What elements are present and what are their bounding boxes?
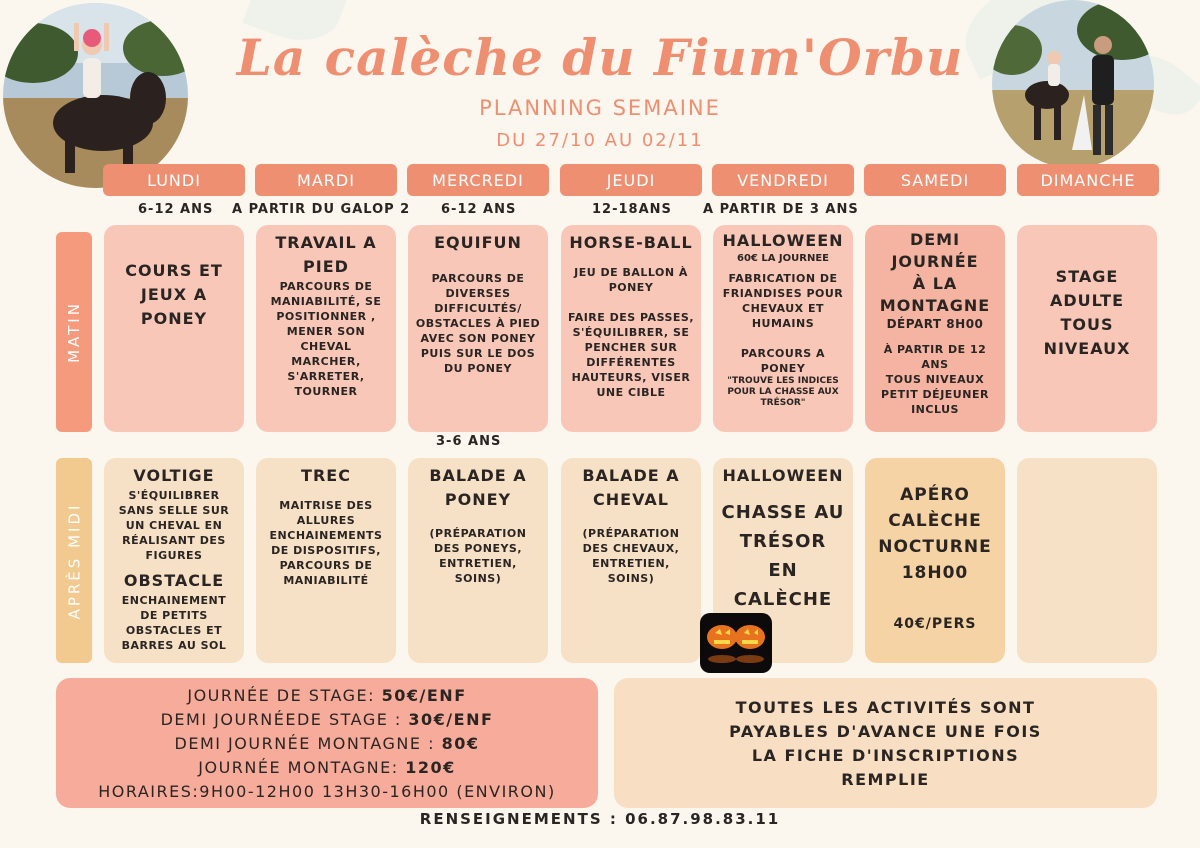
activity-title: STAGE ADULTE TOUS NIVEAUX xyxy=(1043,267,1131,358)
morning-label: MATIN xyxy=(65,301,84,363)
activity-title: DEMI JOURNÉE À LA MONTAGNE xyxy=(879,230,991,315)
day-header-jeudi: JEUDI xyxy=(560,164,702,196)
activity-title: APÉRO CALÈCHE NOCTURNE 18H00 xyxy=(878,485,992,583)
activity-title: HORSE-BALL xyxy=(569,233,693,252)
period-label-morning xyxy=(56,232,92,432)
pricing-box xyxy=(56,678,598,808)
activity-thursday-morning xyxy=(561,225,701,432)
activity-wednesday-afternoon xyxy=(408,458,548,663)
activity-description: JEU DE BALLON À PONEY FAIRE DES PASSES, S'ÉQUILIBRER, SE PENCHER SUR DIFFÉRENTES HAUTEURS, VISER UNE CIBLE xyxy=(567,266,695,399)
activity-description: PARCOURS DE MANIABILITÉ, SE POSITIONNER , MENER SON CHEVAL MARCHER, S'ARRETER, TOURNER xyxy=(270,280,382,398)
activity-description: S'ÉQUILIBRER SANS SELLE SUR UN CHEVAL EN RÉALISANT DES FIGURES xyxy=(118,489,230,562)
activity-tuesday-afternoon xyxy=(256,458,396,663)
activity-title: BALADE A PONEY xyxy=(429,466,527,509)
activity-title: VOLTIGE xyxy=(133,466,215,485)
page-title: La calèche du Fium'Orbu xyxy=(236,28,964,87)
contact-info: RENSEIGNEMENTS : 06.87.98.83.11 xyxy=(419,810,781,828)
payment-notice-text: TOUTES LES ACTIVITÉS SONT PAYABLES D'AVANCE UNE FOIS LA FICHE D'INSCRIPTIONS REMPLIE xyxy=(729,698,1042,789)
activity-title: BALADE A CHEVAL xyxy=(582,466,680,509)
activity-title-2: OBSTACLE xyxy=(123,571,225,590)
activity-description: PARCOURS DE DIVERSES DIFFICULTÉS/ OBSTACLES À PIED AVEC SON PONEY PUIS SUR LE DOS DU PONEY xyxy=(415,272,541,375)
activity-title: HALLOWEEN xyxy=(722,231,844,250)
activity-monday-afternoon xyxy=(104,458,244,663)
day-header-samedi: SAMEDI xyxy=(864,164,1006,196)
age-jeudi: 12-18ANS xyxy=(592,202,672,217)
day-header-mardi: MARDI xyxy=(255,164,397,196)
activity-description: CHASSE AU TRÉSOR EN CALÈCHE xyxy=(721,502,845,610)
afternoon-label: APRÈS MIDI xyxy=(65,502,83,619)
activity-description: (PRÉPARATION DES CHEVAUX, ENTRETIEN, SOINS) xyxy=(582,527,680,585)
activity-tuesday-morning xyxy=(256,225,396,432)
activity-description: À PARTIR DE 12 ANS TOUS NIVEAUX PETIT DÉJEUNER INCLUS xyxy=(881,343,989,416)
pumpkin-halloween-image xyxy=(700,613,772,673)
activity-description-2: ENCHAINEMENT DE PETITS OBSTACLES ET BARRES AU SOL xyxy=(121,594,227,652)
activity-departure: DÉPART 8H00 xyxy=(886,317,984,331)
activity-wednesday-morning xyxy=(408,225,548,432)
payment-notice-box xyxy=(614,678,1157,808)
pricing-line-half-day-mountain: DEMI JOURNÉE MONTAGNE : 80€ xyxy=(174,734,480,753)
activity-saturday-afternoon xyxy=(865,458,1005,663)
activity-title: TREC xyxy=(301,466,351,485)
activity-monday-morning xyxy=(104,225,244,432)
day-header-mercredi: MERCREDI xyxy=(407,164,549,196)
pricing-line-half-day: DEMI JOURNÉEDE STAGE : 30€/ENF xyxy=(160,710,494,729)
activity-description: FABRICATION DE FRIANDISES POUR CHEVAUX ET HUMAINS PARCOURS A PONEY xyxy=(722,272,844,375)
activity-thursday-afternoon xyxy=(561,458,701,663)
afternoon-age-wednesday: 3-6 ANS xyxy=(436,434,502,449)
activity-price: 60€ LA JOURNEE xyxy=(736,253,830,264)
activity-title: HALLOWEEN xyxy=(722,466,844,485)
planning-subtitle: PLANNING SEMAINE xyxy=(479,96,721,120)
activity-friday-morning xyxy=(713,225,853,432)
activity-sunday-afternoon xyxy=(1017,458,1157,663)
activity-note: "TROUVE LES INDICES POUR LA CHASSE AUX TRÉSOR" xyxy=(727,376,839,408)
day-header-dimanche: DIMANCHE xyxy=(1017,164,1159,196)
activity-price: 40€/PERS xyxy=(893,616,977,632)
day-header-vendredi: VENDREDI xyxy=(712,164,854,196)
activity-title: TRAVAIL A PIED xyxy=(275,233,377,276)
pricing-line-day-mountain: JOURNÉE MONTAGNE: 120€ xyxy=(198,758,456,777)
activity-title: COURS ET JEUX A PONEY xyxy=(125,261,223,328)
age-mercredi: 6-12 ANS xyxy=(441,202,517,217)
activity-sunday-morning xyxy=(1017,225,1157,432)
age-lundi: 6-12 ANS xyxy=(138,202,214,217)
activity-description: (PRÉPARATION DES PONEYS, ENTRETIEN, SOINS) xyxy=(429,527,527,585)
day-header-lundi: LUNDI xyxy=(103,164,245,196)
activity-description: MAITRISE DES ALLURES ENCHAINEMENTS DE DISPOSITIFS, PARCOURS DE MANIABILITÉ xyxy=(269,499,383,587)
pricing-line-day: JOURNÉE DE STAGE: 50€/ENF xyxy=(187,686,467,705)
age-mardi: A PARTIR DU GALOP 2 xyxy=(232,202,411,217)
period-label-afternoon xyxy=(56,458,92,663)
activity-saturday-morning xyxy=(865,225,1005,432)
activity-title: EQUIFUN xyxy=(434,233,522,252)
planning-dates: DU 27/10 AU 02/11 xyxy=(496,130,704,151)
pricing-line-hours: HORAIRES:9H00-12H00 13H30-16H00 (ENVIRON) xyxy=(98,782,556,801)
age-vendredi: A PARTIR DE 3 ANS xyxy=(703,202,859,217)
